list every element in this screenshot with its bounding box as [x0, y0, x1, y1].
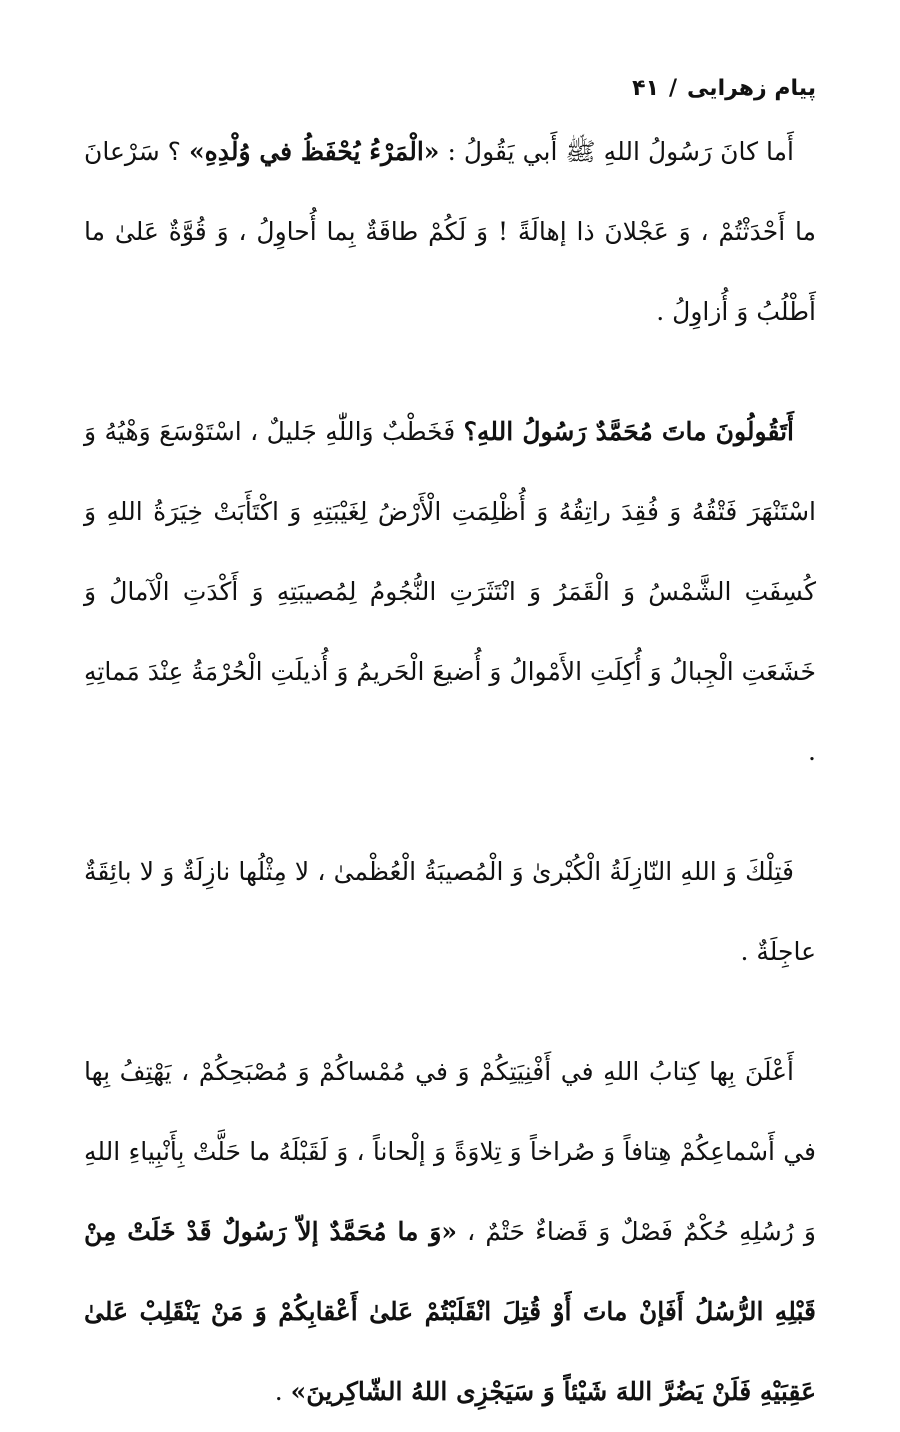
paragraph-4-quran-verse: «وَ ما مُحَمَّدٌ إلاّ رَسُولٌ قَدْ خَلَتْ مِنْ قَبْلِهِ الرُّسُلُ أَفَإنْ ماتَ أَوْ قُتِلَ انْقَلَبْتُمْ عَلىٰ أَعْقابِكُمْ وَ مَنْ يَنْقَلِبْ عَلىٰ عَقِبَيْهِ فَلَنْ يَضُرَّ اللهَ شَيْئاً وَ سَيَجْزِى اللهُ الشّاكِرينَ»	[84, 1217, 816, 1406]
page-body	[84, 112, 816, 1432]
running-header	[632, 68, 816, 108]
paragraph-1-lead: أَما كانَ رَسُولُ اللهِ ﷺ أَبي يَقُولُ :	[439, 137, 794, 166]
paragraph-4	[84, 1032, 816, 1432]
paragraph-2-tail: فَخَطْبٌ وَاللّٰهِ جَليلٌ ، اسْتَوْسَعَ وَهْيُهُ وَ اسْتَنْهَرَ فَتْقُهُ وَ فُقِدَ راتِقُهُ وَ أُظْلِمَتِ الْأَرْضُ لِغَيْبَتِهِ وَ اكْتَأَبَتْ خِيَرَةُ اللهِ وَ كُسِفَتِ الشَّمْسُ وَ الْقَمَرُ وَ انْتَثَرَتِ النُّجُومُ لِمُصيبَتِهِ وَ أَكْدَتِ الْآمالُ وَ خَشَعَتِ الْجِبالُ وَ أُكِلَتِ الأَمْوالُ وَ أُضيعَ الْحَريمُ وَ أُذيلَتِ الْحُرْمَةُ عِنْدَ مَماتِهِ .	[84, 417, 816, 766]
paragraph-2	[84, 392, 816, 792]
paragraph-4-tail: .	[274, 1377, 291, 1406]
page-number: ۴۱	[632, 75, 659, 101]
paragraph-4-lead: أَعْلَنَ بِها كِتابُ اللهِ في أَفْنِيَتِكُمْ وَ في مُمْساكُمْ وَ مُصْبَحِكُمْ ، يَهْتِفُ بِها في أَسْماعِكُمْ هِتافاً وَ صُراخاً وَ تِلاوَةً وَ إلْحاناً ، وَ لَقَبْلَهُ ما حَلَّتْ بِأَنْبِياءِ اللهِ وَ رُسُلِهِ حُكْمٌ فَصْلٌ وَ قَضاءٌ حَتْمٌ ،	[84, 1057, 817, 1246]
paragraph-1-quote: «الْمَرْءُ يُحْفَظُ في وُلْدِهِ»	[189, 137, 440, 166]
paragraph-2-quote: أَتَقُولُونَ ماتَ مُحَمَّدٌ رَسُولُ اللهِ؟	[463, 417, 795, 446]
paragraph-1	[84, 112, 816, 352]
header-separator: /	[669, 75, 678, 101]
paragraph-1-tail: ؟ سَرْعانَ ما أَحْدَثْتُمْ ، وَ عَجْلانَ ذا إهالَةً ! وَ لَكُمْ طاقَةٌ بِما أُحاوِلُ ، وَ قُوَّةٌ عَلىٰ ما أَطْلُبُ وَ أُزاوِلُ .	[84, 137, 816, 326]
paragraph-3-lead: فَتِلْكَ وَ اللهِ النّازِلَةُ الْكُبْرىٰ وَ الْمُصيبَةُ الْعُظْمىٰ ، لا مِثْلُها نازِلَةٌ وَ لا بائِقَةٌ عاجِلَةٌ .	[84, 857, 816, 966]
paragraph-3	[84, 832, 816, 992]
book-title: پیام زهرایی	[687, 75, 816, 101]
